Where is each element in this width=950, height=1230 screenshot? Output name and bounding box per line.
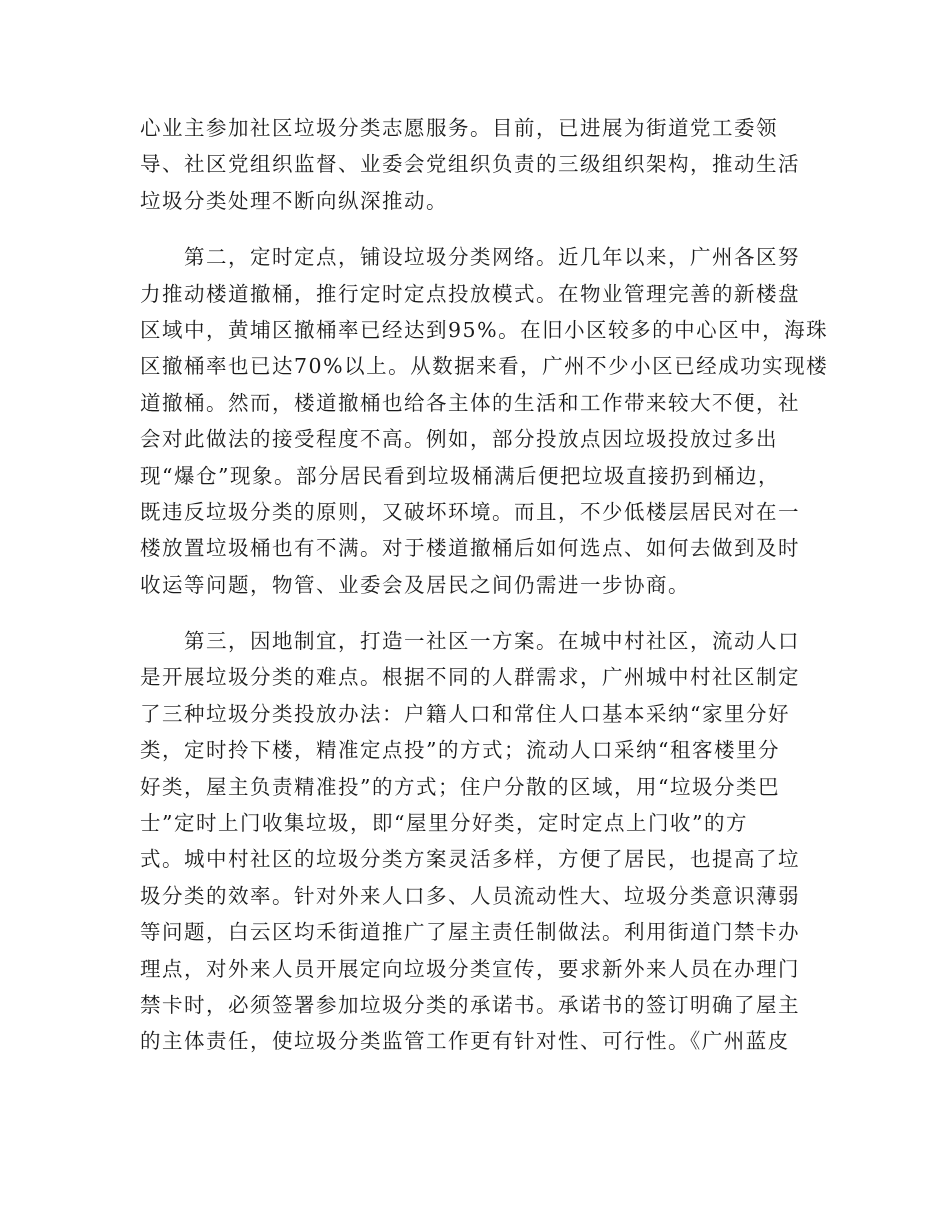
text-line: 第三，因地制宜，打造一社区一方案。在城中村社区，流动人口 — [140, 629, 800, 654]
text-line: 心业主参加社区垃圾分类志愿服务。目前，已进展为街道党工委领 — [140, 116, 778, 140]
text-line: 垃圾分类处理不断向纵深推动。 — [140, 188, 448, 213]
text-line: 类，定时拎下楼，精准定点投”的方式；流动人口采纳“租客楼里分 — [140, 738, 780, 763]
text-line: 禁卡时，必须签署参加垃圾分类的承诺书。承诺书的签订明确了屋主 — [140, 992, 800, 1017]
text-line: 收运等问题，物管、业委会及居民之间仍需进一步协商。 — [140, 572, 690, 597]
text-line: 道撤桶。然而，楼道撤桶也给各主体的生活和工作带来较大不便，社 — [140, 390, 800, 415]
text-line: 既违反垃圾分类的原则，又破坏环境。而且，不少低楼层居民对在一 — [140, 499, 800, 524]
text-line: 的主体责任，使垃圾分类监管工作更有针对性、可行性。《广州蓝皮 — [140, 1029, 790, 1054]
text-line: 现“爆仓”现象。部分居民看到垃圾桶满后便把垃圾直接扔到桶边， — [140, 463, 780, 488]
text-line: 理点，对外来人员开展定向垃圾分类宣传，要求新外来人员在办理门 — [140, 956, 800, 981]
text-line: 楼放置垃圾桶也有不满。对于楼道撤桶后如何选点、如何去做到及时 — [140, 536, 800, 561]
text-line: 士”定时上门收集垃圾，即“屋里分好类，定时定点上门收”的方 — [140, 811, 748, 836]
text-line: 等问题，白云区均禾街道推广了屋主责任制做法。利用街道门禁卡办 — [140, 920, 800, 945]
text-line: 式。城中村社区的垃圾分类方案灵活多样，方便了居民，也提高了垃 — [140, 847, 800, 872]
text-line: 会对此做法的接受程度不高。例如，部分投放点因垃圾投放过多出 — [140, 427, 778, 452]
text-line: 好类，屋主负责精准投”的方式；住户分散的区域，用“垃圾分类巴 — [140, 774, 780, 799]
paragraph-3 — [140, 623, 820, 1060]
text-line: 区域中，黄埔区撤桶率已经达到95%。在旧小区较多的中心区中，海珠 — [140, 317, 829, 342]
text-line: 了三种垃圾分类投放办法：户籍人口和常住人口基本采纳“家里分好 — [140, 701, 790, 726]
text-line: 导、社区党组织监督、业委会党组织负责的三级组织架构，推动生活 — [140, 152, 800, 177]
text-line: 力推动楼道撤桶，推行定时定点投放模式。在物业管理完善的新楼盘 — [140, 281, 800, 306]
text-line: 是开展垃圾分类的难点。根据不同的人群需求，广州城中村社区制定 — [140, 665, 800, 690]
document-body — [140, 110, 829, 1080]
paragraph-1 — [140, 110, 820, 219]
text-line: 圾分类的效率。针对外来人口多、人员流动性大、垃圾分类意识薄弱 — [140, 883, 800, 908]
paragraph-2 — [140, 239, 829, 603]
text-line: 区撤桶率也已达70%以上。从数据来看，广州不少小区已经成功实现楼 — [140, 354, 829, 379]
text-line: 第二，定时定点，铺设垃圾分类网络。近几年以来，广州各区努 — [140, 245, 800, 270]
